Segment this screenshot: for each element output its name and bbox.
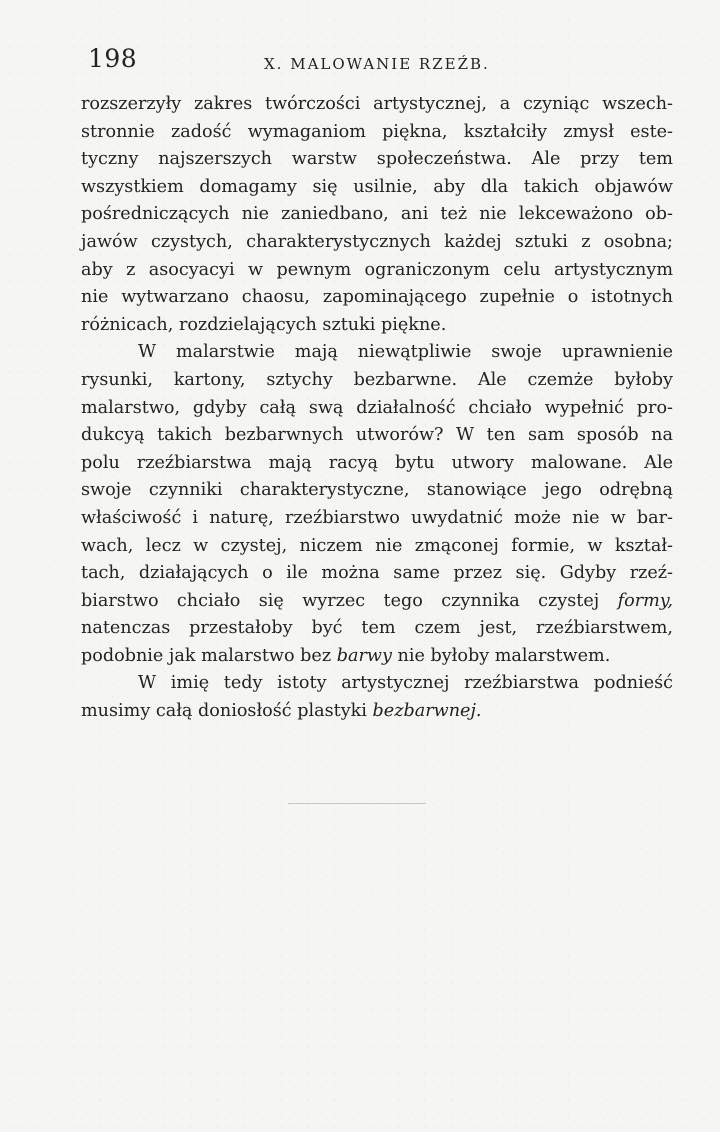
- text-line: rozszerzyły zakres twórczości artystycznej, a czyniąc wszech-: [81, 94, 673, 114]
- text-line: polu rzeźbiarstwa mają racyą bytu utwory malowane. Ale: [81, 452, 673, 473]
- text-line: jawów czystych, charakterystycznych każdej sztuki z osobna;: [81, 231, 673, 252]
- mixed-text-line: [81, 643, 673, 671]
- running-title: X. MALOWANIE RZEŹB.: [264, 55, 490, 73]
- text-line: swoje czynniki charakterystyczne, stanowiące jego odrębną: [81, 480, 673, 501]
- paragraph-start-line: W imię tedy istoty artystycznej rzeźbiarstwa podnieść: [138, 673, 673, 694]
- italic-word: formy,: [617, 590, 673, 611]
- page-number: 198: [88, 44, 138, 73]
- text-line: natenczas przestałoby być tem czem jest, rzeźbiarstwem,: [81, 618, 673, 639]
- text-line: tyczny najszerszych warstw społeczeństwa. Ale przy tem: [81, 149, 673, 170]
- text-line: malarstwo, gdyby całą swą działalność chciało wypełnić pro-: [81, 397, 673, 418]
- text-line: różnicach, rozdzielających sztuki piękne.: [81, 314, 447, 335]
- text-line: aby z asocyacyi w pewnym ograniczonym celu artystycznym: [81, 259, 673, 280]
- text-line: tach, działających o ile można same przez się. Gdyby rzeź-: [81, 563, 673, 584]
- text-line: wach, lecz w czystej, niczem nie zmąconej formie, w kształ-: [81, 535, 673, 556]
- text-line: wszystkiem domagamy się usilnie, aby dla takich objawów: [81, 176, 673, 197]
- section-divider: [288, 803, 426, 804]
- mixed-text-line: [81, 588, 673, 616]
- text-line: właściwość i naturę, rzeźbiarstwo uwydatnić może nie w bar-: [81, 507, 673, 528]
- italic-word: barwy: [336, 645, 392, 666]
- text-line: dukcyą takich bezbarwnych utworów? W ten sam sposób na: [81, 425, 673, 446]
- text-segment: biarstwo chciało się wyrzec tego czynnika czystej: [81, 590, 600, 611]
- text-segment: podobnie jak malarstwo bez: [81, 645, 337, 666]
- text-line: stronnie zadość wymaganiom piękna, kształciły zmysł este-: [81, 121, 673, 142]
- italic-word: bezbarwnej.: [372, 701, 482, 722]
- text-line: rysunki, kartony, sztychy bezbarwne. Ale czemże byłoby: [81, 369, 673, 390]
- text-line: nie wytwarzano chaosu, zapominającego zupełnie o istotnych: [81, 287, 673, 308]
- text-segment: nie byłoby malarstwem.: [391, 645, 611, 666]
- body-text: [81, 91, 673, 726]
- text-line: pośredniczących nie zaniedbano, ani też nie lekceważono ob-: [81, 204, 673, 225]
- paragraph-start-line: W malarstwie mają niewątpliwie swoje uprawnienie: [138, 342, 673, 363]
- text-segment: musimy całą doniosłość plastyki: [81, 701, 373, 722]
- page-header: [88, 44, 648, 78]
- mixed-text-line: [81, 698, 673, 726]
